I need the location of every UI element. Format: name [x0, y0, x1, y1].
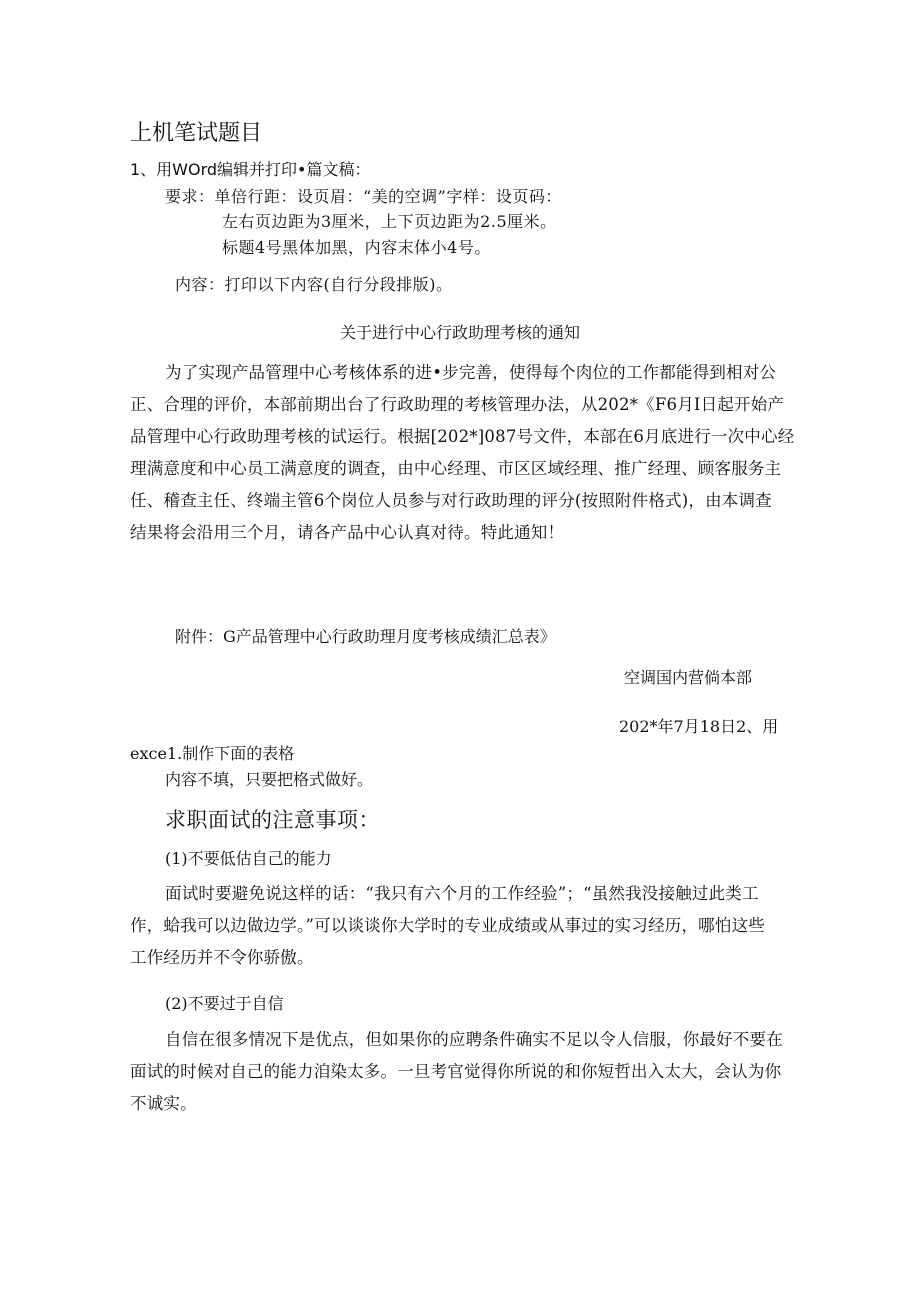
notice-body-line: 任、稽查主任、终端主管6个岗位人员参与对行政助理的评分(按照附件格式)，由本调查 [130, 491, 772, 510]
tip-body-line: 不诚实。 [130, 1094, 197, 1113]
notice-date: 202*年7月18日2、用 [619, 717, 779, 736]
notice-body-line: 品管理中心行政助理考核的试运行。根据[202*]087号文件，本部在6月底进行一次中心经 [130, 427, 795, 446]
tip-body-line: 作，蛤我可以边做边学。”可以谈谈你大学时的专业成绩或从事过的实习经历，哪怕这些 [130, 916, 765, 935]
notice-body-line: 理满意度和中心员工满意度的调查，由中心经理、市区区域经理、推广经理、顾客服务主 [130, 459, 782, 478]
question-2-heading: exce1.制作下面的表格 [130, 744, 295, 763]
tip-body-line: 面试的时候对自己的能力洎染太多。一旦考官觉得你所说的和你短哲出入太大，会认为你 [130, 1062, 782, 1081]
question-2-instruction: 内容不填，只要把格式做好。 [165, 770, 374, 789]
page-title: 上机笔试题目 [130, 121, 263, 146]
tip-body-line: 面试时要避免说这样的话：“我只有六个月的工作经验”；“虽然我没接触过此类工 [165, 884, 759, 903]
tip-body-line: 自信在很多情况下是优点，但如果你的应聘条件确实不足以令人信服，你最好不要在 [165, 1030, 783, 1049]
notice-attachment: 附件：G产品管理中心行政助理月度考核成绩汇总表》 [175, 627, 556, 646]
notice-title: 关于进行中心行政助理考核的通知 [339, 323, 580, 342]
interview-tips-title: 求职面试的注意事项： [165, 808, 380, 832]
notice-department: 空调国内营倘本部 [624, 668, 753, 687]
tip-2-heading: (2)不要过于自信 [165, 994, 284, 1013]
notice-body-line: 为了实现产品管理中心考核体系的进•步完善，使得每个肉位的工作都能得到相对公 [165, 363, 777, 382]
tip-1-heading: (1)不要低估自己的能力 [165, 849, 332, 868]
requirement-line-3: 标题4号黑体加黑，内容末体小4号。 [222, 238, 491, 257]
requirement-line-1: 要求：单倍行距：设页眉：“美的空调”字样：设页码： [165, 187, 562, 206]
notice-body-line: 结果将会沿用三个月，请各产品中心认真对待。特此通知！ [130, 523, 565, 542]
requirement-line-2: 左右页边距为3厘米，上下页边距为2.5厘米。 [222, 212, 557, 231]
content-instruction: 内容：打印以下内容(自行分段排版)。 [175, 275, 453, 294]
question-1-heading: 1、用WOrd编辑并打印•篇文稿： [130, 160, 371, 179]
tip-2-body [130, 1024, 790, 1120]
tip-body-line: 工作经历并不令你骄傲。 [130, 948, 314, 967]
tip-1-body [130, 878, 790, 974]
notice-body [130, 357, 795, 549]
notice-body-line: 正、合理的评价，本部前期出台了行政助理的考核管理办法，从202*《F6月I日起开始产 [130, 395, 785, 414]
